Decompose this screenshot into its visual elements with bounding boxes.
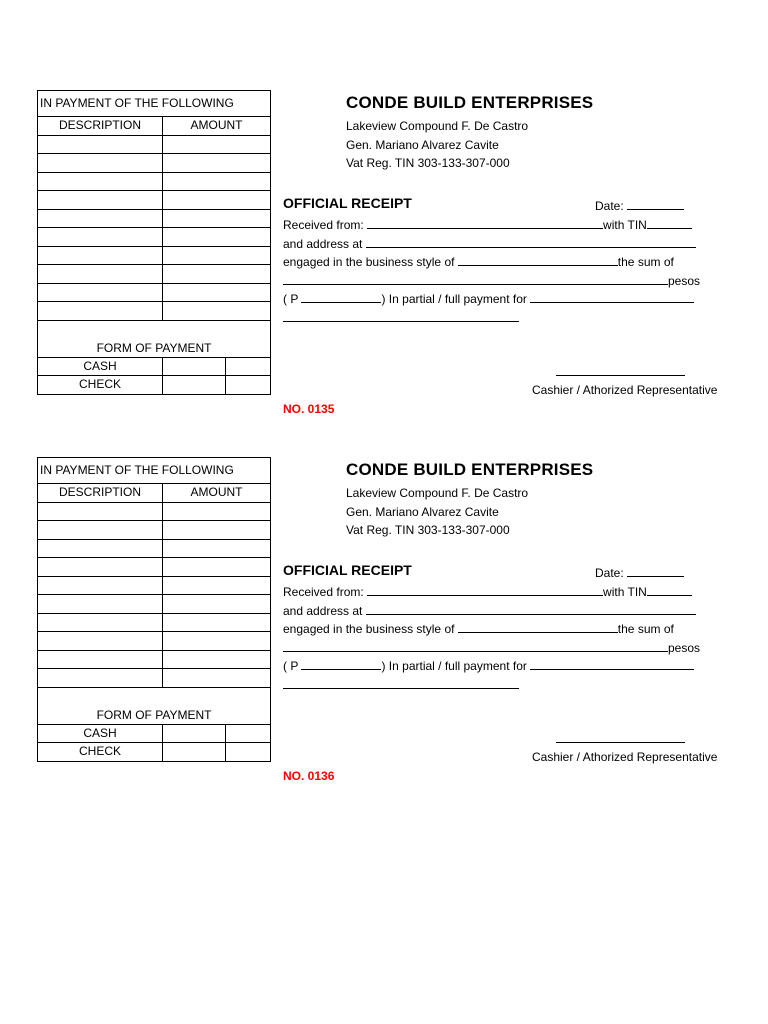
table-row — [38, 502, 271, 521]
date-label: Date: — [595, 199, 624, 213]
amount-cell[interactable] — [163, 669, 271, 688]
address-at-line — [283, 235, 696, 251]
amount-cell[interactable] — [163, 302, 271, 321]
check-amount-cell[interactable] — [163, 743, 226, 762]
description-cell[interactable] — [38, 632, 163, 651]
receipt-0136 — [0, 457, 768, 797]
cash-label: CASH — [38, 357, 163, 376]
amount-cell[interactable] — [163, 246, 271, 265]
amount-cell[interactable] — [163, 154, 271, 173]
continuation-blank[interactable] — [283, 676, 519, 689]
address-blank[interactable] — [366, 602, 696, 615]
peso-amount-blank[interactable] — [301, 657, 381, 670]
description-cell[interactable] — [38, 539, 163, 558]
receipt-0135 — [0, 90, 768, 430]
description-header: DESCRIPTION — [38, 484, 163, 503]
business-style-blank[interactable] — [458, 620, 618, 633]
amount-cell[interactable] — [163, 539, 271, 558]
address-at-line — [283, 602, 696, 618]
payment-table — [37, 457, 271, 762]
table-row — [38, 246, 271, 265]
sum-of-label: the sum of — [617, 255, 674, 269]
amount-cell[interactable] — [163, 172, 271, 191]
received-from-line — [283, 583, 692, 599]
continuation-line — [283, 309, 519, 325]
amount-cell[interactable] — [163, 613, 271, 632]
sum-of-label: the sum of — [617, 622, 674, 636]
amount-cell[interactable] — [163, 283, 271, 302]
cash-label: CASH — [38, 724, 163, 743]
description-cell[interactable] — [38, 265, 163, 284]
description-cell[interactable] — [38, 521, 163, 540]
amount-cell[interactable] — [163, 595, 271, 614]
table-row — [38, 558, 271, 577]
table-row — [38, 613, 271, 632]
description-cell[interactable] — [38, 246, 163, 265]
payment-table — [37, 90, 271, 395]
received-from-label: Received from: — [283, 585, 364, 599]
with-tin-label: with TIN — [603, 218, 647, 232]
table-row — [38, 209, 271, 228]
business-style-blank[interactable] — [458, 253, 618, 266]
received-from-label: Received from: — [283, 218, 364, 232]
date-label: Date: — [595, 566, 624, 580]
signature-line[interactable] — [556, 375, 685, 376]
amount-cell[interactable] — [163, 135, 271, 154]
form-of-payment-label: FORM OF PAYMENT — [38, 687, 271, 724]
vat-tin-line: Vat Reg. TIN 303-133-307-000 — [346, 156, 510, 170]
table-row — [38, 521, 271, 540]
table-row — [38, 283, 271, 302]
cash-amount-cell[interactable] — [163, 357, 226, 376]
partial-payment-line — [283, 290, 694, 306]
company-name: CONDE BUILD ENTERPRISES — [346, 460, 594, 479]
partial-payment-label: ) In partial / full payment for — [381, 292, 527, 306]
description-cell[interactable] — [38, 154, 163, 173]
address-line-1: Lakeview Compound F. De Castro — [346, 486, 529, 500]
table-row — [38, 632, 271, 651]
company-name: CONDE BUILD ENTERPRISES — [346, 93, 594, 112]
description-cell[interactable] — [38, 502, 163, 521]
description-cell[interactable] — [38, 613, 163, 632]
payment-for-blank[interactable] — [530, 290, 694, 303]
business-style-label: engaged in the business style of — [283, 622, 455, 636]
vat-tin-line: Vat Reg. TIN 303-133-307-000 — [346, 523, 510, 537]
business-style-label: engaged in the business style of — [283, 255, 455, 269]
address-at-label: and address at — [283, 604, 363, 618]
address-at-label: and address at — [283, 237, 363, 251]
amount-cell[interactable] — [163, 265, 271, 284]
description-cell[interactable] — [38, 135, 163, 154]
amount-cell[interactable] — [163, 209, 271, 228]
table-row — [38, 576, 271, 595]
check-label: CHECK — [38, 743, 163, 762]
date-field — [595, 197, 684, 213]
table-row — [38, 191, 271, 210]
payment-table-title: IN PAYMENT OF THE FOLLOWING — [38, 458, 271, 484]
signature-line[interactable] — [556, 742, 685, 743]
business-style-line — [283, 620, 674, 636]
amount-cell[interactable] — [163, 521, 271, 540]
amount-words-line — [283, 639, 700, 655]
date-blank[interactable] — [627, 197, 684, 210]
table-row — [38, 302, 271, 321]
amount-cell[interactable] — [163, 502, 271, 521]
p-open-label: ( P — [283, 292, 299, 306]
table-row — [38, 154, 271, 173]
peso-amount-blank[interactable] — [301, 290, 381, 303]
cashier-label: Cashier / Athorized Representative — [532, 383, 718, 397]
description-cell[interactable] — [38, 209, 163, 228]
amount-cell[interactable] — [163, 650, 271, 669]
check-amount-cell[interactable] — [163, 376, 226, 395]
partial-payment-line — [283, 657, 694, 673]
tin-blank[interactable] — [647, 216, 692, 229]
check-label: CHECK — [38, 376, 163, 395]
description-cell[interactable] — [38, 669, 163, 688]
official-receipt-title: OFFICIAL RECEIPT — [283, 562, 412, 578]
description-header: DESCRIPTION — [38, 117, 163, 136]
continuation-blank[interactable] — [283, 309, 519, 322]
address-line-2: Gen. Mariano Alvarez Cavite — [346, 505, 499, 519]
cash-extra-cell[interactable] — [226, 724, 271, 743]
amount-cell[interactable] — [163, 228, 271, 247]
table-row — [38, 265, 271, 284]
cash-extra-cell[interactable] — [226, 357, 271, 376]
address-blank[interactable] — [366, 235, 696, 248]
payment-table-title: IN PAYMENT OF THE FOLLOWING — [38, 91, 271, 117]
receipt-number: NO. 0135 — [283, 402, 335, 416]
address-line-2: Gen. Mariano Alvarez Cavite — [346, 138, 499, 152]
amount-header: AMOUNT — [163, 484, 271, 503]
table-row — [38, 228, 271, 247]
amount-cell[interactable] — [163, 632, 271, 651]
amount-cell[interactable] — [163, 576, 271, 595]
description-cell[interactable] — [38, 191, 163, 210]
partial-payment-label: ) In partial / full payment for — [381, 659, 527, 673]
table-row — [38, 650, 271, 669]
amount-words-blank[interactable] — [283, 272, 668, 285]
cashier-label: Cashier / Athorized Representative — [532, 750, 718, 764]
description-cell[interactable] — [38, 228, 163, 247]
description-cell[interactable] — [38, 558, 163, 577]
receipt-number: NO. 0136 — [283, 769, 335, 783]
table-row — [38, 595, 271, 614]
table-row — [38, 669, 271, 688]
description-cell[interactable] — [38, 650, 163, 669]
table-row — [38, 172, 271, 191]
received-from-line — [283, 216, 692, 232]
check-extra-cell[interactable] — [226, 743, 271, 762]
official-receipt-title: OFFICIAL RECEIPT — [283, 195, 412, 211]
amount-cell[interactable] — [163, 191, 271, 210]
description-cell[interactable] — [38, 576, 163, 595]
form-of-payment-label: FORM OF PAYMENT — [38, 320, 271, 357]
description-cell[interactable] — [38, 302, 163, 321]
pesos-label: pesos — [668, 641, 701, 655]
date-field — [595, 564, 684, 580]
pesos-label: pesos — [668, 274, 701, 288]
amount-cell[interactable] — [163, 558, 271, 577]
description-cell[interactable] — [38, 283, 163, 302]
cash-amount-cell[interactable] — [163, 724, 226, 743]
check-extra-cell[interactable] — [226, 376, 271, 395]
date-blank[interactable] — [627, 564, 684, 577]
amount-words-line — [283, 272, 700, 288]
table-row — [38, 539, 271, 558]
description-cell[interactable] — [38, 595, 163, 614]
continuation-line — [283, 676, 519, 692]
received-from-blank[interactable] — [367, 583, 603, 596]
p-open-label: ( P — [283, 659, 299, 673]
description-cell[interactable] — [38, 172, 163, 191]
business-style-line — [283, 253, 674, 269]
amount-header: AMOUNT — [163, 117, 271, 136]
tin-blank[interactable] — [647, 583, 692, 596]
address-line-1: Lakeview Compound F. De Castro — [346, 119, 529, 133]
amount-words-blank[interactable] — [283, 639, 668, 652]
payment-for-blank[interactable] — [530, 657, 694, 670]
received-from-blank[interactable] — [367, 216, 603, 229]
table-row — [38, 135, 271, 154]
with-tin-label: with TIN — [603, 585, 647, 599]
